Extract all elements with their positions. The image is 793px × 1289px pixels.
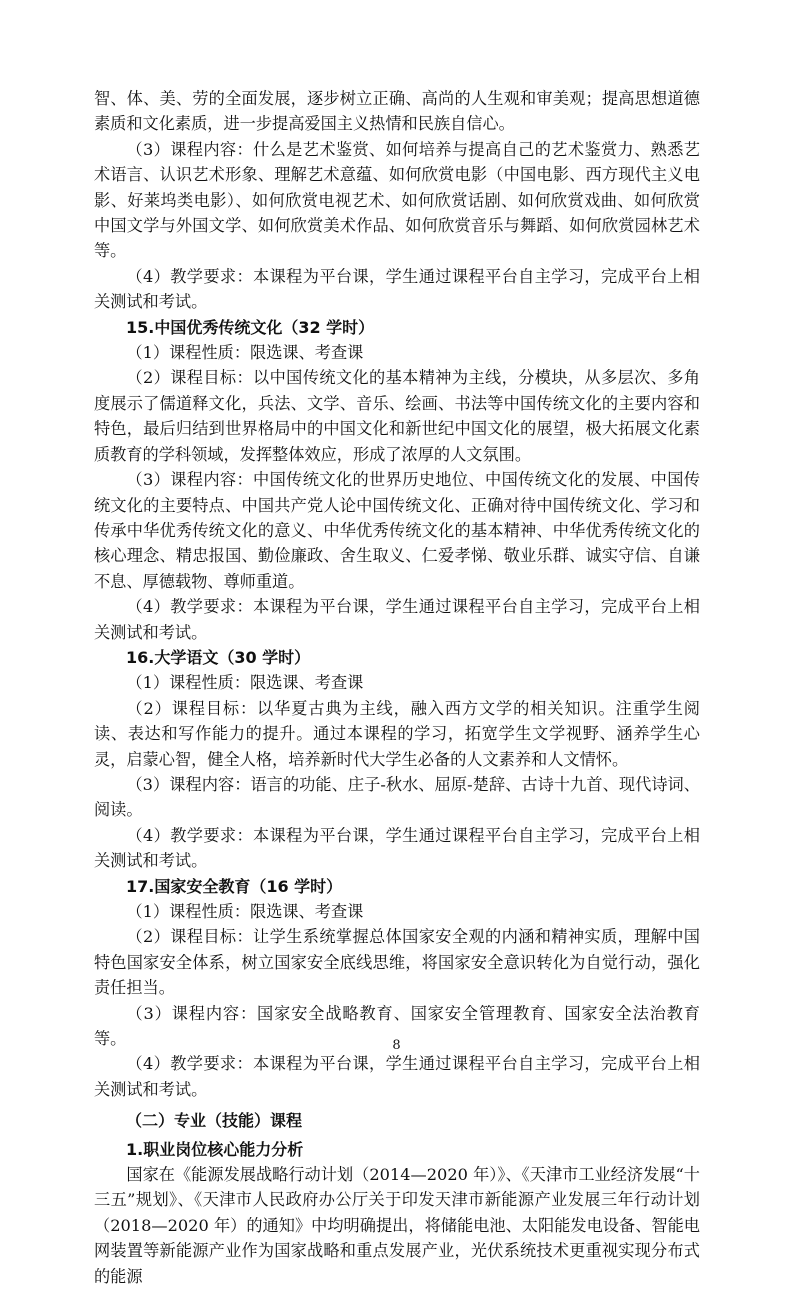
paragraph-16-requirement: （4）教学要求：本课程为平台课，学生通过课程平台自主学习，完成平台上相关测试和考试。 <box>94 825 700 871</box>
paragraph-art-content: （3）课程内容：什么是艺术鉴赏、如何培养与提高自己的艺术鉴赏力、熟悉艺术语言、认识艺术形象、理解艺术意蕴、如何欣赏电影（中国电影、西方现代主义电影、好莱坞类电影）、如何欣赏电视艺术、如何欣赏话剧、如何欣赏戏曲、如何欣赏中国文学与外国文学、如何欣赏美术作品、如何欣赏音乐与舞蹈、如何欣赏园林艺术等。 <box>94 139 700 261</box>
heading-core-ability-analysis: 1.职业岗位核心能力分析 <box>126 1139 304 1159</box>
paragraph-art-goal-continued: 智、体、美、劳的全面发展，逐步树立正确、高尚的人生观和审美观；提高思想道德素质和文化素质，进一步提高爱国主义热情和民族自信心。 <box>94 89 700 134</box>
page-body <box>94 86 700 1289</box>
heading-course-17: 17.国家安全教育（16 学时） <box>126 876 343 896</box>
page-number: 8 <box>392 1038 401 1053</box>
paragraph-17-requirement: （4）教学要求：本课程为平台课，学生通过课程平台自主学习，完成平台上相关测试和考试。 <box>94 1054 700 1099</box>
heading-course-16: 16.大学语文（30 学时） <box>126 647 311 667</box>
paragraph-15-requirement: （4）教学要求：本课程为平台课，学生通过课程平台自主学习，完成平台上相关测试和考试。 <box>94 597 700 642</box>
paragraph-17-content: （3）课程内容：国家安全战略教育、国家安全管理教育、国家安全法治教育等。 <box>94 1003 700 1049</box>
paragraph-15-content: （3）课程内容：中国传统文化的世界历史地位、中国传统文化的发展、中国传统文化的主要特点、中国共产党人论中国传统文化、正确对待中国传统文化、学习和传承中华优秀传统文化的意义、中华优秀传统文化的基本精神、中华优秀传统文化的核心理念、精忠报国、勤俭廉政、舍生取义、仁爱孝悌、敬业乐群、诚实守信、自谦不息、厚德载物、尊师重道。 <box>94 470 700 591</box>
paragraph-17-goal: （2）课程目标：让学生系统掌握总体国家安全观的内涵和精神实质，理解中国特色国家安全体系，树立国家安全底线思维，将国家安全意识转化为自觉行动，强化责任担当。 <box>94 927 700 998</box>
paragraph-16-nature: （1）课程性质：限选课、考查课 <box>126 673 364 693</box>
paragraph-core-ability: 国家在《能源发展战略行动计划（2014—2020 年）》、《天津市工业经济发展“十三五”规划》、《天津市人民政府办公厅关于印发天津市新能源产业发展三年行动计划（2018—2020 年）的通知》中均明确提出，将储能电池、太阳能发电设备、智能电网装置等新能源产业作为国家战略和重点发展产业，光伏系统技术更重视实现分布式的能源 <box>94 1165 700 1286</box>
paragraph-art-requirement: （4）教学要求：本课程为平台课，学生通过课程平台自主学习，完成平台上相关测试和考试。 <box>94 266 700 312</box>
heading-section-professional-courses: （二）专业（技能）课程 <box>126 1111 303 1131</box>
paragraph-16-goal: （2）课程目标：以华夏古典为主线，融入西方文学的相关知识。注重学生阅读、表达和写作能力的提升。通过本课程的学习，拓宽学生文学视野、涵养学生心灵，启蒙心智，健全人格，培养新时代大学生必备的人文素养和人文情怀。 <box>94 698 700 769</box>
paragraph-16-content: （3）课程内容：语言的功能、庄子-秋水、屈原-楚辞、古诗十九首、现代诗词、阅读。 <box>94 774 700 820</box>
heading-course-15: 15.中国优秀传统文化（32 学时） <box>126 317 375 337</box>
paragraph-15-goal: （2）课程目标：以中国传统文化的基本精神为主线，分模块，从多层次、多角度展示了儒道释文化，兵法、文学、音乐、绘画、书法等中国传统文化的主要内容和特色，最后归结到世界格局中的中国文化和新世纪中国文化的展望，极大拓展文化素质教育的学科领域，发挥整体效应，形成了浓厚的人文氛围。 <box>94 368 700 464</box>
paragraph-17-nature: （1）课程性质：限选课、考查课 <box>126 902 364 921</box>
paragraph-15-nature: （1）课程性质：限选课、考查课 <box>126 343 364 363</box>
